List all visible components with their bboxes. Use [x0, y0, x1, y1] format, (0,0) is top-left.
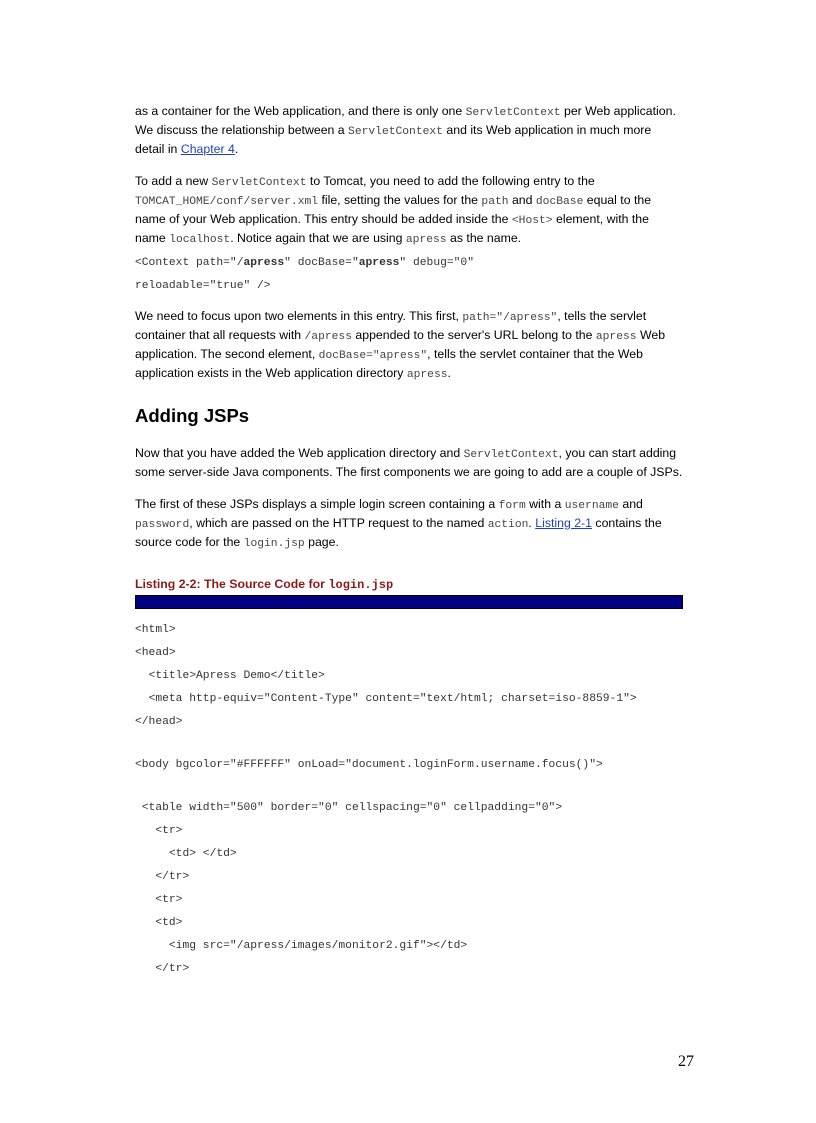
code-fragment-bold: apress	[358, 257, 400, 269]
text: with a	[525, 497, 565, 511]
inline-code: docBase="apress"	[318, 350, 428, 362]
text: appended to the server's URL belong to the	[351, 328, 596, 342]
inline-code: localhost	[169, 234, 231, 246]
paragraph-adding-jsps	[135, 445, 683, 481]
listing-header-bar	[135, 595, 683, 609]
inline-code: apress	[405, 234, 447, 246]
text: , you can start adding some server-side Java components. The first components we are going to add are a couple of JSPs.	[135, 446, 683, 479]
paragraph-entry-elements	[135, 308, 683, 384]
listing-code-line: </head>	[135, 716, 183, 728]
listing-2-1-link[interactable]: Listing 2-1	[535, 516, 592, 530]
inline-code: docBase	[535, 196, 584, 208]
listing-code-line: <html>	[135, 624, 176, 636]
text: The first of these JSPs displays a simple login screen containing a	[135, 497, 499, 511]
listing-blank-line	[135, 737, 683, 757]
text: , tells the servlet container that all requests with	[135, 309, 647, 342]
text: Web application. The second element,	[135, 328, 666, 361]
code-listing	[135, 622, 683, 977]
listing-code-line: </tr>	[135, 871, 190, 883]
listing-code-line: <table width="500" border="0" cellspacing="0" cellpadding="0">	[135, 802, 563, 814]
code-fragment-bold: apress	[243, 257, 285, 269]
paragraph-add-servletcontext	[135, 173, 683, 249]
paragraph-servletcontext-intro	[135, 103, 683, 158]
chapter-4-link[interactable]: Chapter 4	[180, 142, 235, 156]
text: equal to the name of your Web application. This entry should be added inside the	[135, 193, 652, 226]
context-code-line-2: reloadable="true" />	[135, 280, 271, 292]
text: .	[447, 366, 451, 380]
text: .	[528, 516, 536, 530]
listing-code-line: <tr>	[135, 825, 183, 837]
text: as the name.	[446, 231, 522, 245]
listing-code-line: <img src="/apress/images/monitor2.gif"></td>	[135, 940, 468, 952]
paragraph-login-jsp	[135, 496, 683, 553]
text: page.	[304, 535, 339, 549]
inline-code: form	[498, 500, 526, 512]
context-code-line-1	[135, 255, 683, 271]
text: , tells the servlet container that the Web application exists in the Web application directory	[135, 347, 643, 380]
document-page	[135, 103, 683, 984]
inline-code: ServletContext	[465, 107, 561, 119]
code-fragment: " debug="0"	[399, 257, 474, 269]
inline-code: apress	[406, 369, 448, 381]
text: , which are passed on the HTTP request to the named	[189, 516, 488, 530]
inline-code: path="/apress"	[462, 312, 558, 324]
inline-code: ServletContext	[348, 126, 443, 138]
inline-code: login.jsp	[243, 538, 305, 550]
inline-code: TOMCAT_HOME/conf/server.xml	[135, 196, 319, 208]
listing-code-line: <meta http-equiv="Content-Type" content="text/html; charset=iso-8859-1">	[135, 693, 637, 705]
text: To add a new	[135, 174, 212, 188]
text: and its Web application in much more detail in	[135, 123, 652, 156]
text: as a container for the Web application, and there is only one	[135, 104, 466, 118]
listing-blank-line	[135, 780, 683, 800]
listing-code-line: </tr>	[135, 963, 190, 975]
inline-code: action	[487, 519, 529, 531]
text: to Tomcat, you need to add the following entry to the	[306, 174, 595, 188]
text: file, setting the values for the	[318, 193, 482, 207]
code-fragment: " docBase="	[284, 257, 359, 269]
inline-code: password	[135, 519, 190, 531]
inline-code: ServletContext	[463, 449, 559, 461]
listing-code-line: <head>	[135, 647, 176, 659]
caption-code: login.jsp	[328, 578, 394, 592]
text: and	[508, 193, 536, 207]
text: contains the source code for the	[135, 516, 662, 549]
caption-text: Listing 2-2: The Source Code for	[135, 577, 329, 591]
listing-code-line: <td>	[135, 917, 183, 929]
text: . Notice again that we are using	[230, 231, 406, 245]
listing-caption	[135, 576, 683, 593]
listing-code-line: <td> </td>	[135, 848, 237, 860]
inline-code: /apress	[304, 331, 352, 343]
inline-code: apress	[595, 331, 637, 343]
text: We need to focus upon two elements in this entry. This first,	[135, 309, 463, 323]
listing-code-line: <title>Apress Demo</title>	[135, 670, 325, 682]
text: Now that you have added the Web application directory and	[135, 446, 464, 460]
inline-code: path	[481, 196, 509, 208]
page-number: 27	[678, 1053, 694, 1070]
inline-code: ServletContext	[211, 177, 307, 189]
text: per Web application. We discuss the relationship between a	[135, 104, 676, 137]
listing-code-line: <body bgcolor="#FFFFFF" onLoad="document.loginForm.username.focus()">	[135, 759, 603, 771]
listing-code-line: <tr>	[135, 894, 183, 906]
text: .	[234, 142, 239, 156]
text: and	[618, 497, 643, 511]
inline-code: username	[564, 500, 619, 512]
inline-code: <Host>	[511, 215, 553, 227]
text: element, with the name	[135, 212, 649, 245]
code-fragment: <Context path="/	[135, 257, 244, 269]
section-heading: Adding JSPs	[135, 405, 250, 426]
